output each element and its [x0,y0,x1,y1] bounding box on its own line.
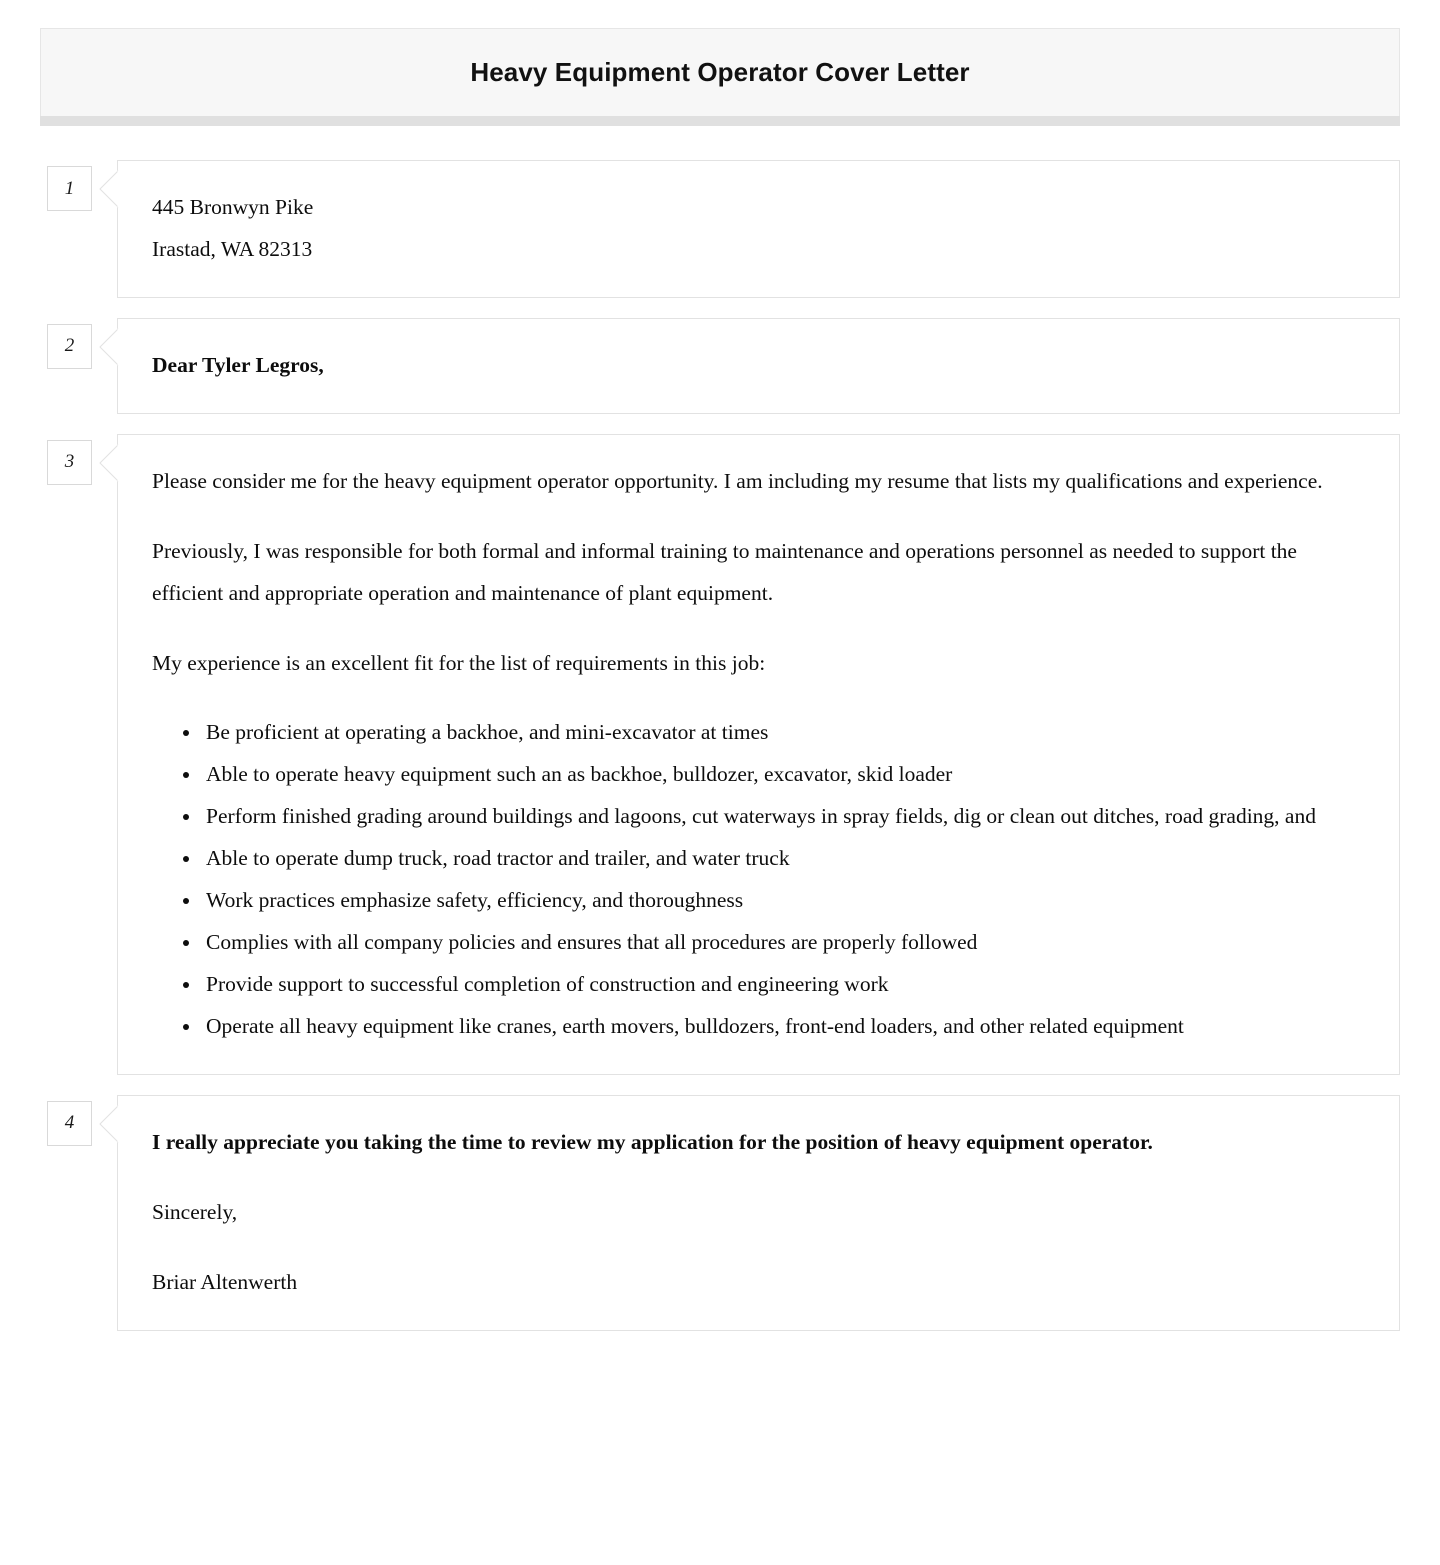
header-banner [40,28,1400,116]
list-item: • Perform finished grading around buildings and lagoons, cut waterways in spray fields, dig or clean out ditches, road grading, and [202,796,1369,838]
callout-notch-icon-2 [99,328,118,366]
section-number-badge-2: 2 [47,324,92,369]
salutation-text: Dear Tyler Legros, [152,352,324,377]
address-block [152,187,1369,271]
cover-letter-page [0,28,1440,1373]
page-title: Heavy Equipment Operator Cover Letter [470,57,970,87]
section-number-badge-3: 3 [47,440,92,485]
section-sender-address [40,160,1400,298]
callout-box-4 [117,1095,1400,1331]
address-line-2: Irastad, WA 82313 [152,236,313,261]
section-number-badge-1: 1 [47,166,92,211]
callout-box-2 [117,318,1400,414]
list-item: • Complies with all company policies and ensures that all procedures are properly followed [202,922,1369,964]
letter-sections [40,160,1400,1331]
callout-box-3 [117,434,1400,1075]
list-item: • Work practices emphasize safety, efficiency, and thoroughness [202,880,1369,922]
callout-box-1 [117,160,1400,298]
body-paragraph-1: Please consider me for the heavy equipment operator opportunity. I am including my resume that lists my qualifications and experience. [152,468,1323,493]
callout-notch-icon-1 [99,170,118,208]
document-header [40,28,1400,126]
address-line-1: 445 Bronwyn Pike [152,195,314,219]
closing-signoff: Sincerely, [152,1199,238,1224]
header-underline-bar [40,116,1400,126]
callout-notch-icon-3 [99,444,118,482]
section-letter-body [40,434,1400,1075]
requirements-list [152,712,1369,1047]
closing-signature: Briar Altenwerth [152,1269,298,1294]
section-closing [40,1095,1400,1331]
section-salutation [40,318,1400,414]
section-number-badge-4: 4 [47,1101,92,1146]
closing-thanks: I really appreciate you taking the time to review my application for the position of heavy equipment operator. [152,1129,1153,1154]
list-item: • Be proficient at operating a backhoe, and mini-excavator at times [202,712,1369,754]
list-item: • Provide support to successful completion of construction and engineering work [202,964,1369,1006]
body-paragraph-2: Previously, I was responsible for both formal and informal training to maintenance and operations personnel as needed to support the efficient and appropriate operation and maintenance of plant equipment. [152,538,1297,605]
callout-notch-icon-4 [99,1105,118,1143]
list-item: • Operate all heavy equipment like cranes, earth movers, bulldozers, front-end loaders, and other related equipment [202,1006,1369,1048]
list-item: • Able to operate heavy equipment such an as backhoe, bulldozer, excavator, skid loader [202,754,1369,796]
list-item: • Able to operate dump truck, road tractor and trailer, and water truck [202,838,1369,880]
body-paragraph-3: My experience is an excellent fit for the list of requirements in this job: [152,650,766,675]
